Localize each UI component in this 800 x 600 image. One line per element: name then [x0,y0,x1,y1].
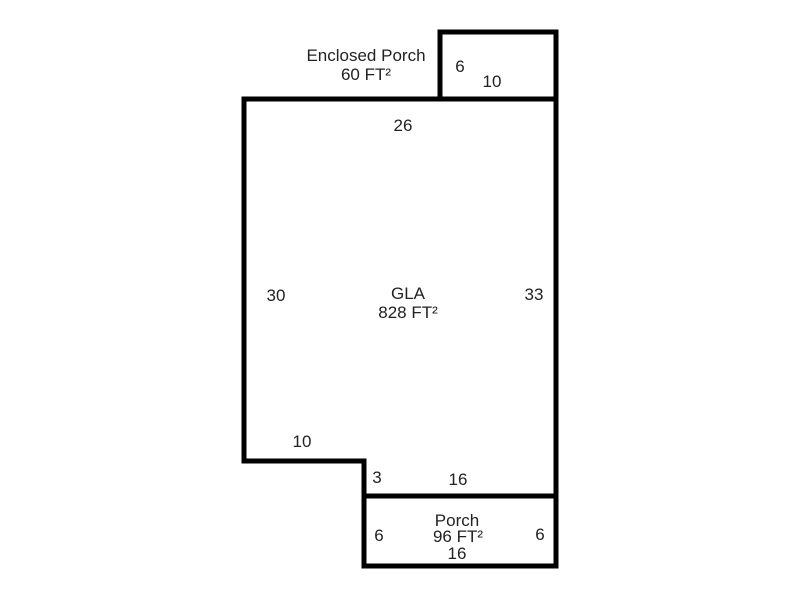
porch-name: Porch [434,511,480,530]
gla-dim-left: 30 [266,286,286,305]
gla-name: GLA [390,284,426,303]
gla-dim-notch-bottom: 10 [292,432,312,451]
gla-dim-bottom: 16 [448,470,468,489]
enclosed-porch-dim-bottom: 10 [482,72,502,91]
gla-dim-notch-side: 3 [372,468,382,487]
enclosed-porch-dim-left: 6 [455,57,465,76]
gla-dim-right: 33 [524,285,544,304]
porch-dim-left: 6 [374,526,384,545]
gla-dim-top: 26 [393,116,413,135]
enclosed-porch-area: 60 FT² [340,65,392,84]
porch-dim-right: 6 [535,525,545,544]
gla-area: 828 FT² [378,303,438,322]
porch-dim-bottom: 16 [447,544,467,563]
porch-area: 96 FT² [432,527,484,546]
enclosed-porch-name: Enclosed Porch [306,46,426,65]
